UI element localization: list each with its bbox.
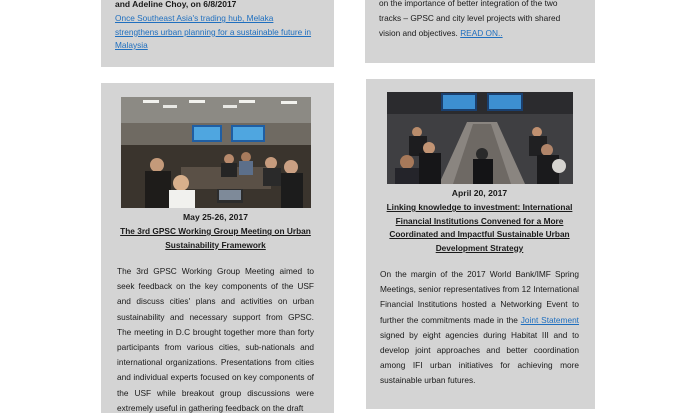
- article-link-line[interactable]: Once Southeast Asia's trading hub, Melaka: [115, 13, 274, 23]
- excerpt-line: on the importance of better integration of the two: [379, 0, 558, 8]
- headline-line[interactable]: Financial Institutions Convened for a More: [395, 215, 564, 226]
- article-link-line[interactable]: strengthens urban planning for a sustainable future in: [115, 26, 312, 37]
- article-headline-link[interactable]: [117, 225, 314, 252]
- meeting-room-photo: [121, 97, 311, 208]
- article-date: April 20, 2017: [451, 188, 508, 198]
- excerpt-line: vision and objectives.: [379, 28, 458, 38]
- article-card-working-group: [101, 83, 334, 413]
- article-link-line[interactable]: Malaysia: [115, 40, 148, 50]
- body-text-part: On the margin of the 2017 World Bank/IMF Spring Meetings, senior representatives from 12 International Financial Institutions hosted a Networking Event to further the commitments made in the: [380, 269, 579, 325]
- read-on-link[interactable]: READ ON..: [460, 28, 503, 38]
- article-card-integration: [365, 0, 595, 63]
- article-excerpt: [379, 0, 581, 41]
- article-card-ifi: [366, 79, 595, 409]
- article-byline: and Adeline Choy, on 6/8/2017: [115, 0, 237, 9]
- headline-line[interactable]: The 3rd GPSC Working Group Meeting on Urban: [120, 226, 311, 236]
- article-headline-link[interactable]: [380, 201, 579, 255]
- article-body: [380, 267, 579, 389]
- headline-line[interactable]: Sustainability Framework: [165, 239, 266, 250]
- article-body: The 3rd GPSC Working Group Meeting aimed to seek feedback on the key components of the USF and discuss cities' plans and activities on urban sustainability and necessary support from GPSC. The meeting in D.C brought together more than forty participants from various cities, sub-nationals and international organizations. Presentations from cities and individual experts focused on key components of the USF while breakout group discussions were extremely useful in gathering feedback on the draft: [117, 266, 314, 413]
- headline-line[interactable]: Linking knowledge to investment: International: [386, 202, 573, 212]
- body-text-part: signed by eight agencies during Habitat III and to develop joint approaches and better coordination among IFI urban initiatives for achieving more sustainable urban futures.: [380, 329, 579, 386]
- headline-line[interactable]: Coordinated and Impactful Sustainable Urban: [389, 229, 570, 239]
- headline-line[interactable]: Development Strategy: [435, 242, 524, 253]
- article-link-melaka[interactable]: [115, 12, 320, 53]
- joint-statement-link[interactable]: Joint Statement: [520, 314, 579, 325]
- article-date: May 25-26, 2017: [183, 212, 248, 222]
- conference-table-photo: [387, 92, 573, 184]
- article-card-melaka: [101, 0, 334, 67]
- excerpt-line: tracks – GPSC and city level projects with shared: [379, 13, 561, 23]
